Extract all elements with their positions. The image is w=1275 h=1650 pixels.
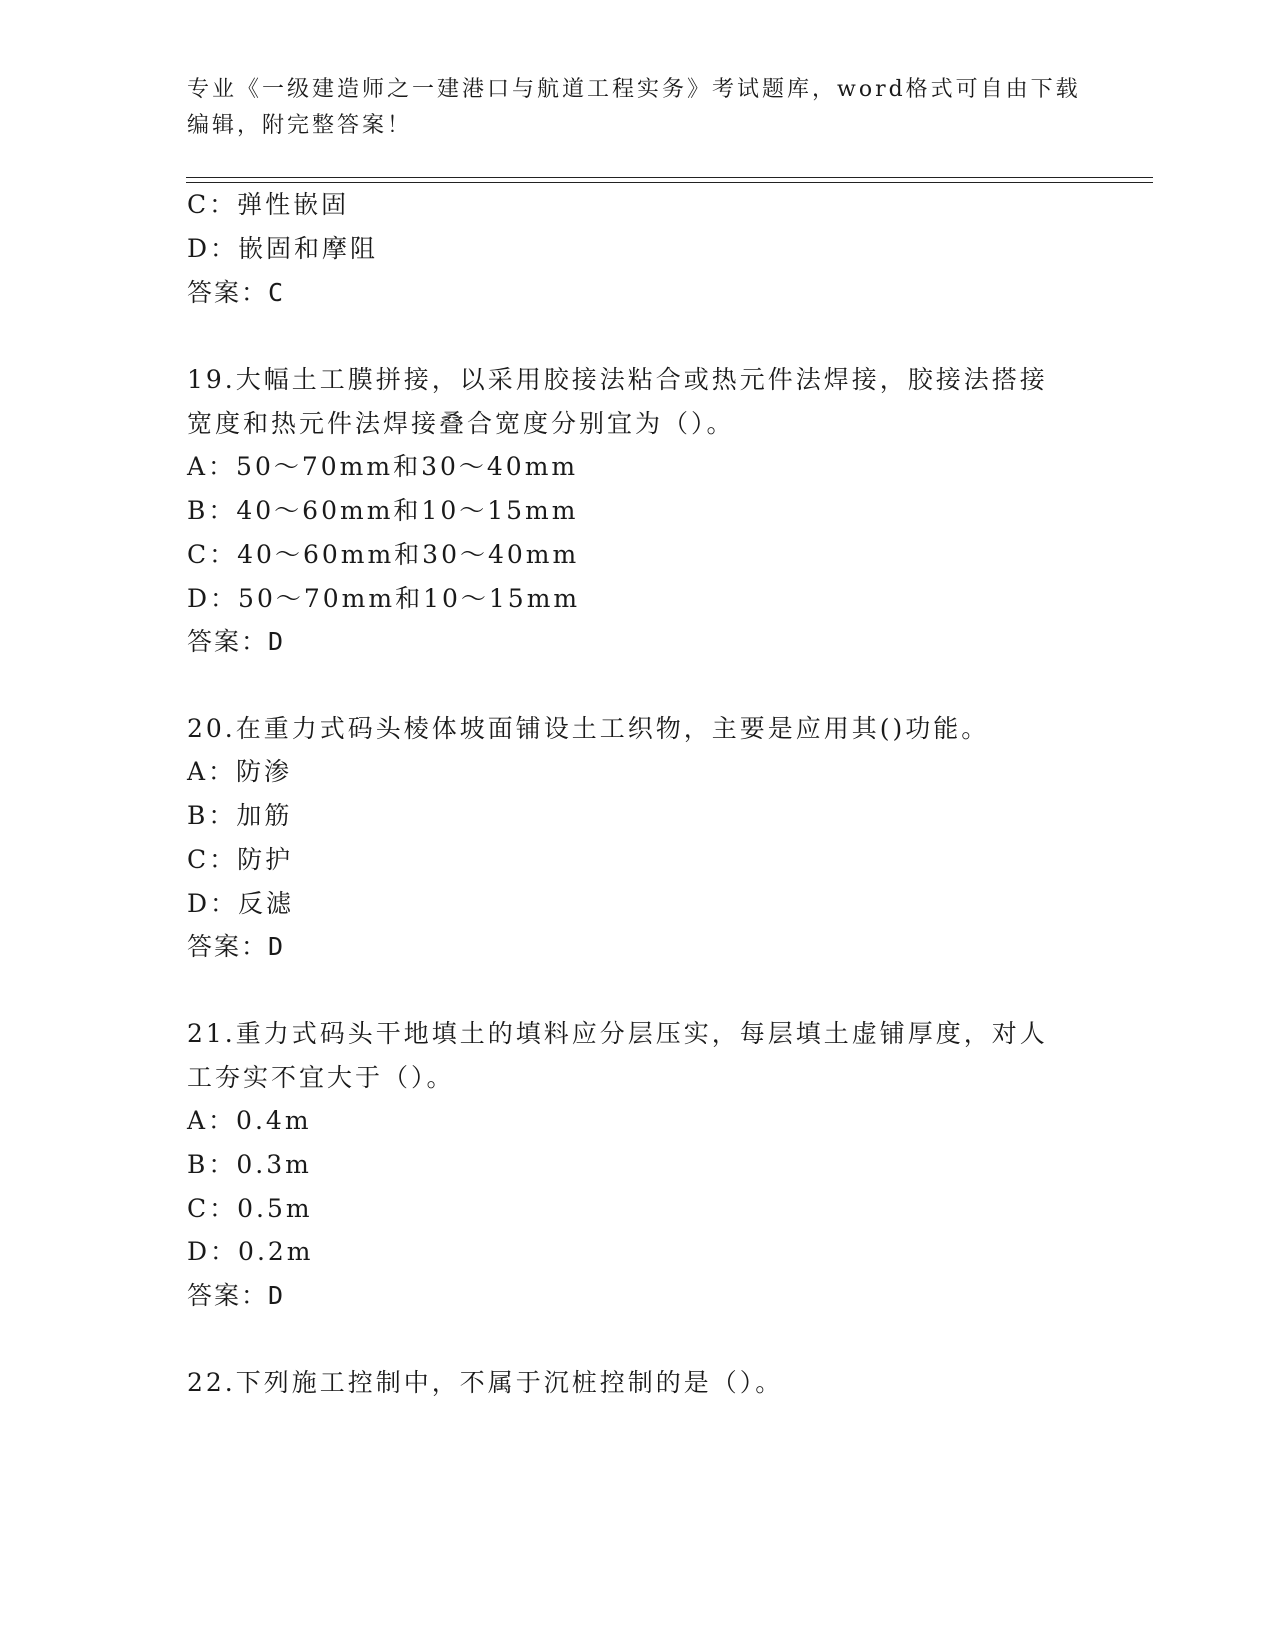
q20-option-b: B：加筋 bbox=[187, 801, 293, 830]
q19-option-d: D：50～70mm和10～15mm bbox=[187, 584, 581, 613]
header-line-1: 专业《一级建造师之一建港口与航道工程实务》考试题库，word格式可自由下载 bbox=[187, 77, 1081, 102]
q20-option-c: C：防护 bbox=[187, 845, 294, 874]
q19-option-a: A：50～70mm和30～40mm bbox=[187, 452, 579, 481]
q22-stem: 22.下列施工控制中，不属于沉桩控制的是（）。 bbox=[187, 1368, 784, 1397]
q21-option-b: B：0.3m bbox=[187, 1150, 312, 1179]
q19-option-b: B：40～60mm和10～15mm bbox=[187, 496, 579, 525]
header-divider-bottom bbox=[186, 182, 1153, 183]
q21-option-d: D：0.2m bbox=[187, 1237, 314, 1266]
q21-option-a: A：0.4m bbox=[187, 1106, 312, 1135]
q21-answer: 答案：D bbox=[187, 1281, 286, 1310]
q19-stem-line-2: 宽度和热元件法焊接叠合宽度分别宜为（）。 bbox=[187, 409, 735, 438]
header-divider-top bbox=[186, 177, 1153, 178]
q19-stem-line-1: 19.大幅土工膜拼接，以采用胶接法粘合或热元件法焊接，胶接法搭接 bbox=[187, 365, 1048, 394]
q20-stem: 20.在重力式码头棱体坡面铺设土工织物，主要是应用其()功能。 bbox=[187, 714, 990, 743]
q18-answer: 答案：C bbox=[187, 278, 286, 307]
q18-option-c: C：弹性嵌固 bbox=[187, 190, 350, 219]
q19-option-c: C：40～60mm和30～40mm bbox=[187, 540, 580, 569]
q20-option-d: D：反滤 bbox=[187, 889, 295, 918]
header-line-2: 编辑，附完整答案！ bbox=[187, 113, 413, 138]
q20-option-a: A：防渗 bbox=[187, 757, 293, 786]
q21-stem-line-2: 工夯实不宜大于（）。 bbox=[187, 1063, 455, 1092]
q18-option-d: D：嵌固和摩阻 bbox=[187, 234, 379, 263]
document-header bbox=[187, 72, 1087, 144]
q20-answer: 答案：D bbox=[187, 932, 286, 961]
q21-stem-line-1: 21.重力式码头干地填土的填料应分层压实，每层填土虚铺厚度，对人 bbox=[187, 1019, 1048, 1048]
q21-option-c: C：0.5m bbox=[187, 1194, 313, 1223]
q19-answer: 答案：D bbox=[187, 627, 286, 656]
